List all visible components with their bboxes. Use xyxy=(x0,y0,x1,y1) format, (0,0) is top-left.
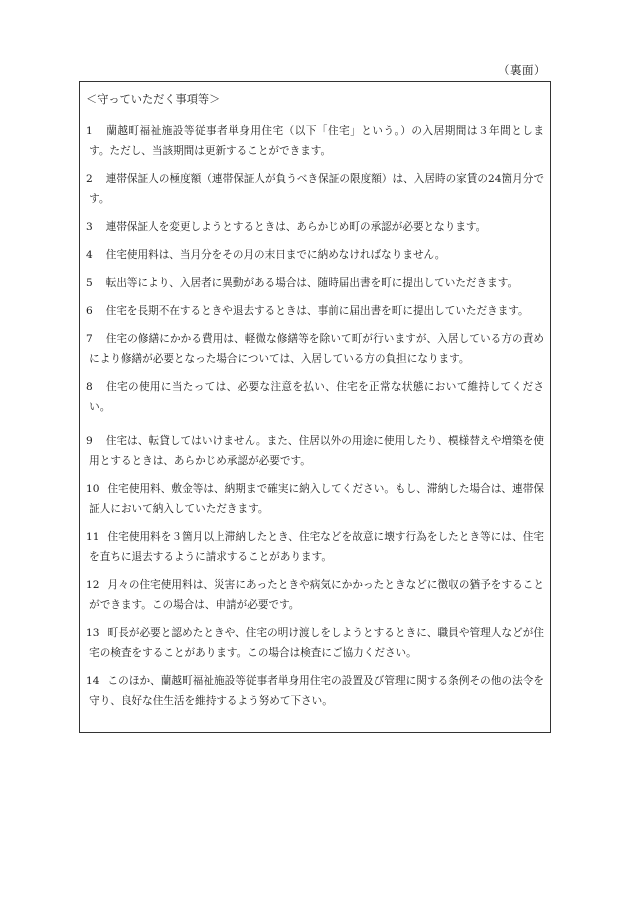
rule-item xyxy=(86,575,544,615)
rule-item xyxy=(86,377,544,417)
rule-item xyxy=(86,273,544,293)
rule-text: 住宅を長期不在するときや退去するときは、事前に届出書を町に提出していただきます。 xyxy=(105,305,529,318)
rules-list xyxy=(86,121,544,711)
rule-number: 13 xyxy=(86,627,100,640)
rule-number: 14 xyxy=(86,675,100,688)
rule-text: 住宅は、転貸してはいけません。また、住居以外の用途に使用したり、模様替えや増築を使用とするときは、あらかじめ承認が必要です。 xyxy=(89,435,544,468)
rule-number: 12 xyxy=(86,579,100,592)
rule-number: 9 xyxy=(86,435,93,448)
rule-item xyxy=(86,527,544,567)
rule-item xyxy=(86,479,544,519)
rule-number: 1 xyxy=(86,125,93,138)
page-side-label: （裏面） xyxy=(498,63,546,77)
rule-number: 7 xyxy=(86,333,93,346)
rule-text: 住宅の使用に当たっては、必要な注意を払い、住宅を正常な状態において維持してください。 xyxy=(89,381,544,414)
rule-text: 転出等により、入居者に異動がある場合は、随時届出書を町に提出していただきます。 xyxy=(105,277,519,290)
rule-number: 3 xyxy=(86,221,93,234)
rules-box xyxy=(79,81,551,733)
rule-item xyxy=(86,431,544,471)
rule-text: 月々の住宅使用料は、災害にあったときや病気にかかったときなどに徴収の猶予をすることができます。この場合は、申請が必要です。 xyxy=(89,579,544,612)
rule-number: 4 xyxy=(86,249,93,262)
rule-text: 町長が必要と認めたときや、住宅の明け渡しをしようとするときに、職員や管理人などが住宅の検査をすることがあります。この場合は検査にご協力ください。 xyxy=(89,627,544,660)
rule-item xyxy=(86,301,544,321)
rule-item xyxy=(86,121,544,161)
rule-text: 住宅使用料、敷金等は、納期まで確実に納入してください。もし、滞納した場合は、連帯保証人において納入していただきます。 xyxy=(89,483,544,516)
rule-text: 連帯保証人を変更しようとするときは、あらかじめ町の承認が必要となります。 xyxy=(105,221,487,234)
rule-item xyxy=(86,671,544,711)
rule-text: 連帯保証人の極度額（連帯保証人が負うべき保証の限度額）は、入居時の家賃の24箇月分です。 xyxy=(89,173,544,206)
rule-number: 2 xyxy=(86,173,93,186)
rules-heading: ＜守っていただく事項等＞ xyxy=(86,93,221,106)
rule-text: 住宅の修繕にかかる費用は、軽微な修繕等を除いて町が行いますが、入居している方の責めにより修繕が必要となった場合については、入居している方の負担になります。 xyxy=(89,333,544,366)
rule-number: 6 xyxy=(86,305,93,318)
rule-item xyxy=(86,217,544,237)
rule-number: 5 xyxy=(86,277,93,290)
rule-text: 蘭越町福祉施設等従事者単身用住宅（以下「住宅」という。）の入居期間は３年間とします。ただし、当該期間は更新することができます。 xyxy=(89,125,544,158)
rule-item xyxy=(86,169,544,209)
rule-number: 11 xyxy=(86,531,100,544)
rule-item xyxy=(86,329,544,369)
rule-text: このほか、蘭越町福祉施設等従事者単身用住宅の設置及び管理に関する条例その他の法令を守り、良好な住生活を維持するよう努めて下さい。 xyxy=(89,675,544,708)
rule-item xyxy=(86,245,544,265)
rule-text: 住宅使用料を３箇月以上滞納したとき、住宅などを故意に壊す行為をしたとき等には、住宅を直ちに退去するように請求することがあります。 xyxy=(89,531,544,564)
rule-text: 住宅使用料は、当月分をその月の末日までに納めなければなりません。 xyxy=(105,249,446,262)
rule-number: 10 xyxy=(86,483,100,496)
rule-number: 8 xyxy=(86,381,93,394)
rule-item xyxy=(86,623,544,663)
